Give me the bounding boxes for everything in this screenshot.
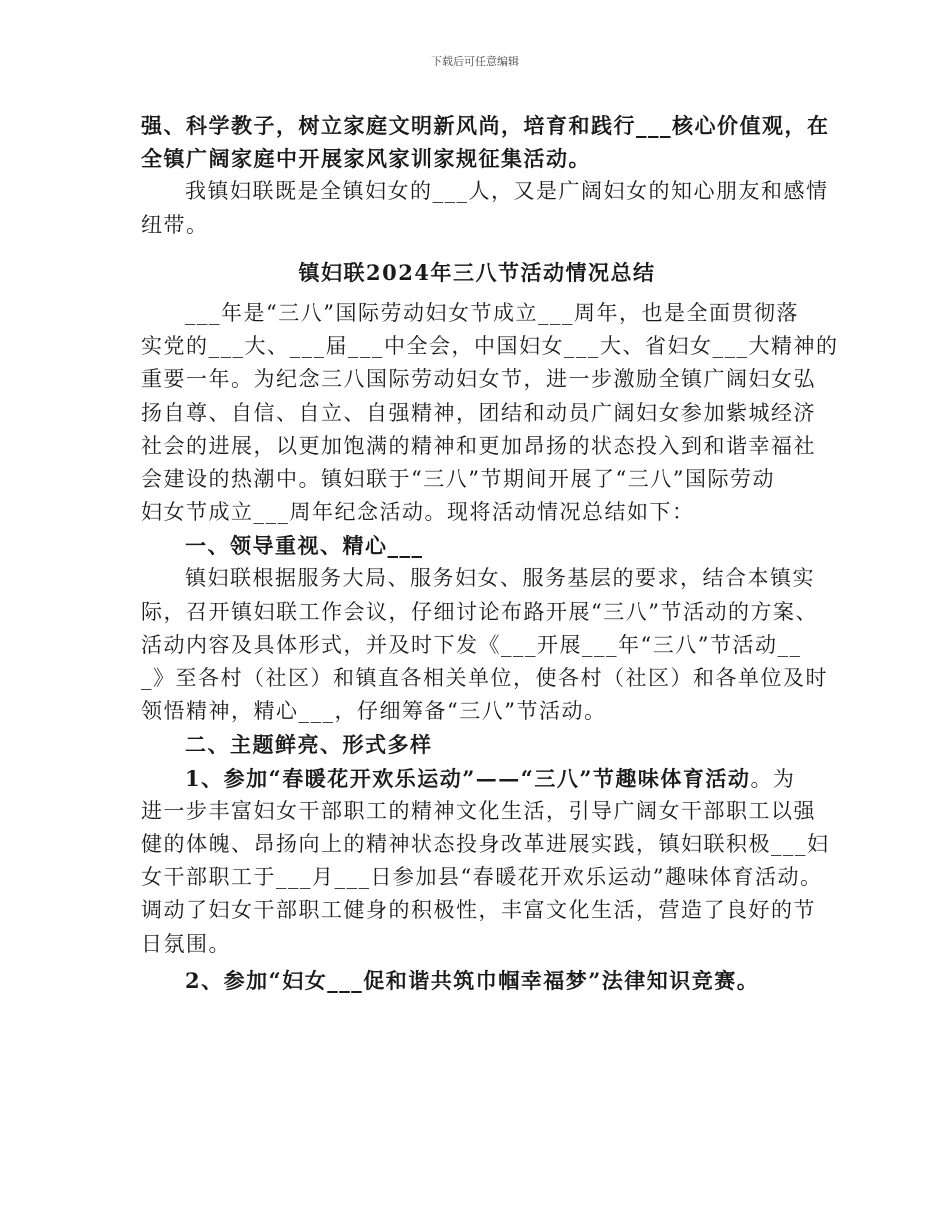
intro-line: 全镇广阔家庭中开展家风家训家规征集活动。: [141, 146, 591, 172]
section-heading-2: 二、主题鲜亮、形式多样: [185, 732, 433, 758]
item1-line: 女干部职工于___月___日参加县“春暖花开欢乐运动”趣味体育活动。: [141, 865, 823, 890]
item2-heading: 2、参加“妇女___促和谐共筑巾帼幸福梦”法律知识竞赛。: [185, 967, 760, 993]
item1-rest: 。为: [750, 766, 796, 791]
header-note: 下载后可任意编辑: [431, 55, 519, 68]
para1-line: 实党的___大、___届___中全会，中国妇女___大、省妇女___大精神的: [141, 334, 839, 359]
para1-line: 会建设的热潮中。镇妇联于“三八”节期间开展了“三八”国际劳动: [141, 466, 775, 491]
item1-first-line: [141, 762, 813, 795]
para1-line: 重要一年。为纪念三八国际劳动妇女节，进一步激励全镇广阔妇女弘: [141, 367, 816, 392]
para2-line: 活动内容及具体形式，并及时下发《___开展___年“三八”节活动__: [141, 632, 802, 657]
intro-para2-line: 纽带。: [141, 212, 209, 237]
para1-line: ___年是“三八”国际劳动妇女节成立___周年，也是全面贯彻落: [185, 300, 799, 325]
para2-line: _》至各村（社区）和镇直各相关单位，使各村（社区）和各单位及时: [141, 666, 828, 690]
item1-line: 进一步丰富妇女干部职工的精神文化生活，引导广阔女干部职工以强: [141, 798, 816, 823]
para2-line: 镇妇联根据服务大局、服务妇女、服务基层的要求，结合本镇实: [185, 566, 815, 591]
intro-line: 强、科学教子，树立家庭文明新风尚，培育和践行___核心价值观，在: [141, 113, 830, 138]
document-title: 镇妇联2024年三八节活动情况总结: [298, 259, 656, 285]
para1-line: 扬自尊、自信、自立、自强精神，团结和动员广阔妇女参加紫城经济: [141, 400, 816, 425]
item1-line: 调动了妇女干部职工健身的积极性，丰富文化生活，营造了良好的节: [141, 898, 816, 923]
intro-para2-line: 我镇妇联既是全镇妇女的___人，又是广阔妇女的知心朋友和感情: [185, 179, 829, 204]
item1-line: 健的体魄、昂扬向上的精神状态投身改革进展实践，镇妇联积极___妇: [141, 831, 830, 856]
para1-line: 妇女节成立___周年纪念活动。现将活动情况总结如下：: [141, 500, 695, 525]
document-body: [141, 109, 839, 997]
para1-line: 社会的进展，以更加饱满的精神和更加昂扬的状态投入到和谐幸福社: [141, 433, 816, 458]
para2-line: 领悟精神，精心___，仔细筹备“三八”节活动。: [141, 699, 607, 724]
item1-heading: 1、参加“春暖花开欢乐运动”——“三八”节趣味体育活动: [185, 765, 751, 791]
section-heading-1: 一、领导重视、精心___: [185, 533, 424, 559]
para2-line: 际，召开镇妇联工作会议，仔细讨论布路开展“三八”节活动的方案、: [141, 599, 818, 624]
item1-line: 日氛围。: [141, 931, 231, 956]
